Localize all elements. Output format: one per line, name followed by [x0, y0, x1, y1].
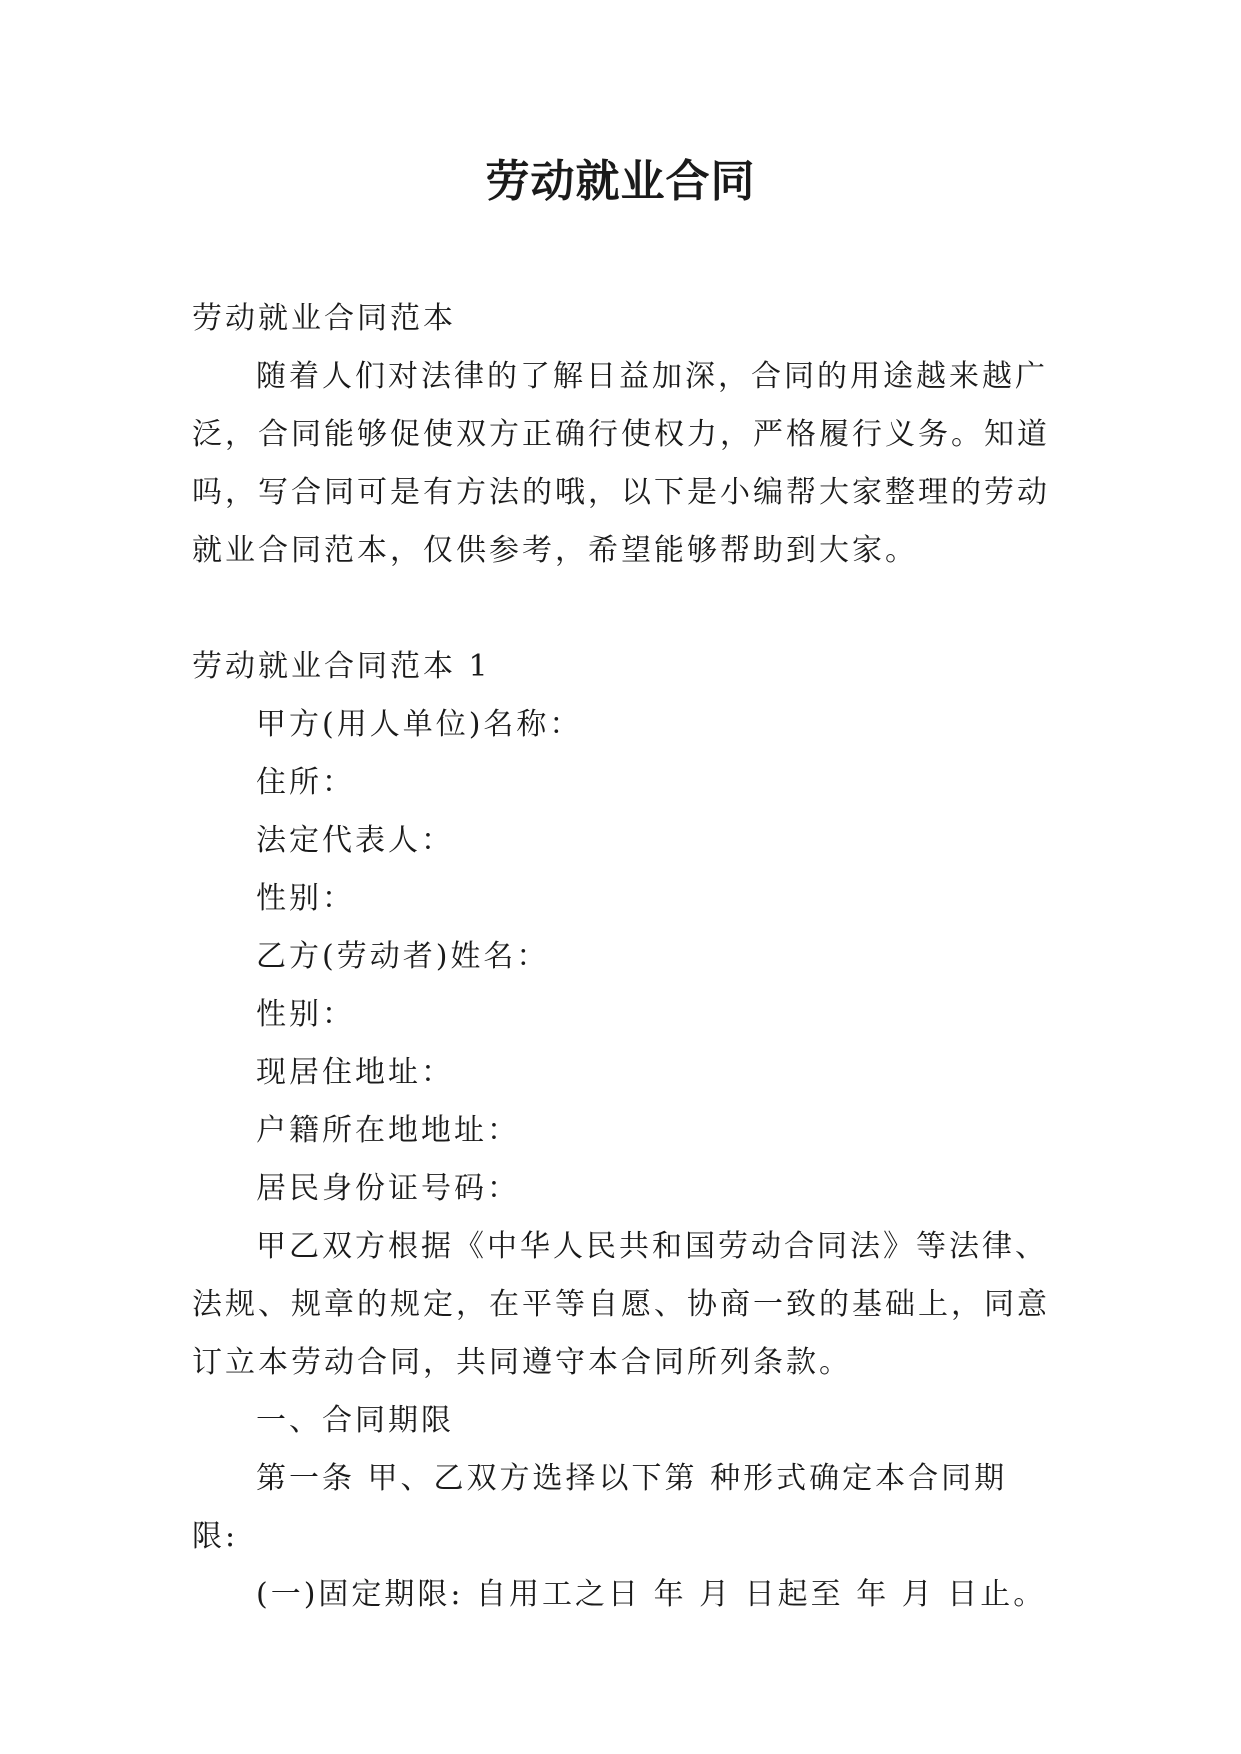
section-heading-sample-1: 劳动就业合同范本 1 [192, 649, 491, 684]
field-current-address: 现居住地址： [256, 1055, 454, 1090]
intro-paragraph: 随着人们对法律的了解日益加深，合同的用途越来越广泛，合同能够促使双方正确行使权力，严格履行义务。知道吗，写合同可是有方法的哦，以下是小编帮大家整理的劳动就业合同范本，仅供参考，希望能够帮助到大家。 [192, 359, 1050, 568]
field-id-number: 居民身份证号码： [256, 1171, 520, 1206]
section-heading-sample: 劳动就业合同范本 [192, 301, 456, 336]
field-employer-name: 甲方(用人单位)名称： [256, 707, 583, 742]
paragraph-gap [192, 580, 1052, 638]
article-1: 第一条 甲、乙双方选择以下第 种形式确定本合同期限: [192, 1461, 1008, 1554]
field-household-address: 户籍所在地地址： [256, 1113, 520, 1148]
section-1-title: 一、合同期限 [256, 1403, 454, 1438]
document-body [192, 290, 1052, 1624]
field-employer-address: 住所： [256, 765, 355, 800]
article-1-item-1: (一)固定期限: 自用工之日 年 月 日起至 年 月 日止。 [256, 1577, 1047, 1612]
field-legal-representative: 法定代表人： [256, 823, 454, 858]
field-employee-name: 乙方(劳动者)姓名： [256, 939, 550, 974]
agreement-paragraph: 甲乙双方根据《中华人民共和国劳动合同法》等法律、法规、规章的规定，在平等自愿、协商一致的基础上，同意订立本劳动合同，共同遵守本合同所列条款。 [192, 1229, 1050, 1380]
document-title: 劳动就业合同 [485, 156, 756, 207]
field-representative-gender: 性别： [256, 881, 355, 916]
field-employee-gender: 性别： [256, 997, 355, 1032]
